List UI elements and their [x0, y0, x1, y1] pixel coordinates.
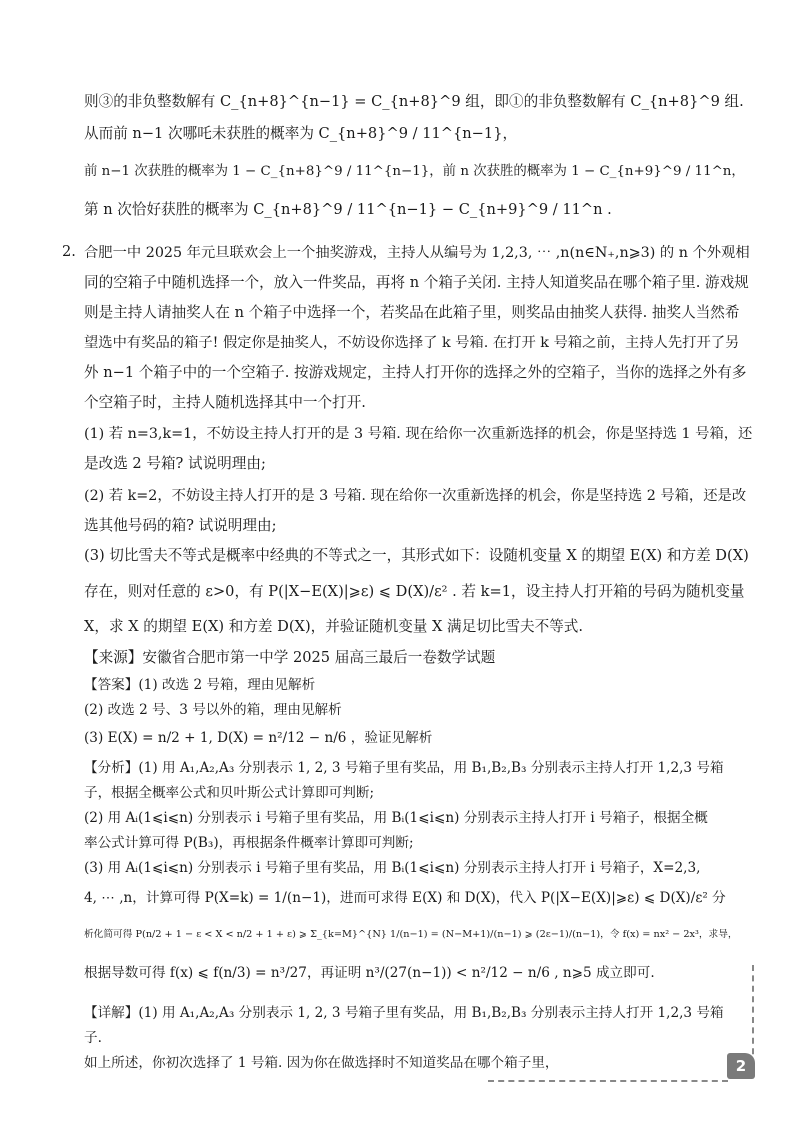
analysis-line: 【分析】(1) 用 A₁,A₂,A₃ 分别表示 1, 2, 3 号箱子里有奖品，用 B₁,B₂,B₃ 分别表示主持人打开 1,2,3 号箱: [84, 760, 724, 776]
analysis-line: (3) 用 Aᵢ(1⩽i⩽n) 分别表示 i 号箱子里有奖品，用 Bᵢ(1⩽i⩽n) 分别表示主持人打开 i 号箱子，X=2,3,: [84, 860, 701, 876]
analysis-line: 根据导数可得 f(x) ⩽ f(n/3) = n³/27，再证明 n³/(27(n−1)) < n²/12 − n/6 , n⩾5 成立即可.: [84, 965, 655, 981]
text-line: 第 n 次恰好获胜的概率为 C_{n+8}^9 / 11^{n−1} − C_{n+9}^9 / 11^n .: [84, 201, 612, 218]
analysis-line: 析化简可得 P(n/2 + 1 − ε < X < n/2 + 1 + ε) ⩾ Σ_{k=M}^{N} 1/(n−1) = (N−M+1)/(n−1) ⩾ (2ε−1)/(n−1)，令 f(x) = nx² − 2x³，求导，: [84, 929, 738, 940]
analysis-line: 子，根据全概率公式和贝叶斯公式计算即可判断;: [84, 785, 375, 801]
page-number-badge: 2: [727, 1053, 755, 1079]
dashed-border-horizontal: [488, 1080, 728, 1082]
problem-line: 选其他号码的箱? 试说明理由;: [84, 517, 277, 534]
detail-line: 如上所述，你初次选择了 1 号箱. 因为你在做选择时不知道奖品在哪个箱子里，: [84, 1055, 559, 1071]
source-line: 【来源】安徽省合肥市第一中学 2025 届高三最后一卷数学试题: [84, 649, 496, 666]
problem-line: 合肥一中 2025 年元旦联欢会上一个抽奖游戏，主持人从编号为 1,2,3, ⋯ ,n(n∈N₊,n⩾3) 的 n 个外观相: [84, 245, 750, 261]
detail-line: 子.: [84, 1030, 102, 1046]
text-line: 则③的非负整数解有 C_{n+8}^{n−1} = C_{n+8}^9 组，即①的非负整数解有 C_{n+8}^9 组.: [84, 93, 744, 110]
answer-line: 【答案】(1) 改选 2 号箱，理由见解析: [84, 677, 316, 693]
problem-line: 外 n−1 个箱子中的一个空箱子. 按游戏规定，主持人打开你的选择之外的空箱子，当你的选择之外有多: [84, 364, 747, 381]
text-line: 前 n−1 次获胜的概率为 1 − C_{n+8}^9 / 11^{n−1}，前 n 次获胜的概率为 1 − C_{n+9}^9 / 11^n，: [84, 164, 745, 179]
problem-line: 是改选 2 号箱? 试说明理由;: [84, 455, 266, 472]
analysis-line: 4, ⋯ ,n，计算可得 P(X=k) = 1/(n−1)，进而可求得 E(X) 和 D(X)，代入 P(|X−E(X)|⩾ε) ⩽ D(X)/ε² 分: [84, 890, 726, 906]
problem-line: 个空箱子时，主持人随机选择其中一个打开.: [84, 394, 366, 411]
problem-line: 存在，则对任意的 ε>0，有 P(|X−E(X)|⩾ε) ⩽ D(X)/ε² . 若 k=1，设主持人打开箱的号码为随机变量: [84, 583, 745, 600]
answer-line: (2) 改选 2 号、3 号以外的箱，理由见解析: [84, 702, 342, 718]
problem-line: 则是主持人请抽奖人在 n 个箱子中选择一个，若奖品在此箱子里，则奖品由抽奖人获得. 抽奖人当然希: [84, 304, 740, 321]
analysis-line: (2) 用 Aᵢ(1⩽i⩽n) 分别表示 i 号箱子里有奖品，用 Bᵢ(1⩽i⩽n) 分别表示主持人打开 i 号箱子，根据全概: [84, 810, 708, 826]
problem-number: 2.: [62, 243, 76, 260]
problem-line: (2) 若 k=2，不妨设主持人打开的是 3 号箱. 现在给你一次重新选择的机会，你是坚持选 2 号箱，还是改: [84, 488, 747, 504]
text-line: 从而前 n−1 次哪吒未获胜的概率为 C_{n+8}^9 / 11^{n−1}，: [84, 125, 518, 142]
problem-line: 同的空箱子中随机选择一个，放入一件奖品，再将 n 个箱子关闭. 主持人知道奖品在哪个箱子里. 游戏规: [84, 274, 749, 291]
answer-line: (3) E(X) = n/2 + 1, D(X) = n²/12 − n/6 ，验证见解析: [84, 730, 433, 746]
problem-line: (1) 若 n=3,k=1，不妨设主持人打开的是 3 号箱. 现在给你一次重新选择的机会，你是坚持选 1 号箱，还: [84, 426, 753, 442]
problem-line: X，求 X 的期望 E(X) 和方差 D(X)，并验证随机变量 X 满足切比雪夫不等式.: [84, 618, 584, 635]
problem-line: (3) 切比雪夫不等式是概率中经典的不等式之一，其形式如下：设随机变量 X 的期望 E(X) 和方差 D(X): [84, 547, 749, 564]
problem-line: 望选中有奖品的箱子! 假定你是抽奖人，不妨设你选择了 k 号箱. 在打开 k 号箱之前，主持人先打开了另: [84, 335, 740, 351]
detail-line: 【详解】(1) 用 A₁,A₂,A₃ 分别表示 1, 2, 3 号箱子里有奖品，用 B₁,B₂,B₃ 分别表示主持人打开 1,2,3 号箱: [84, 1005, 724, 1021]
analysis-line: 率公式计算可得 P(B₃)，再根据条件概率计算即可判断;: [84, 835, 414, 851]
